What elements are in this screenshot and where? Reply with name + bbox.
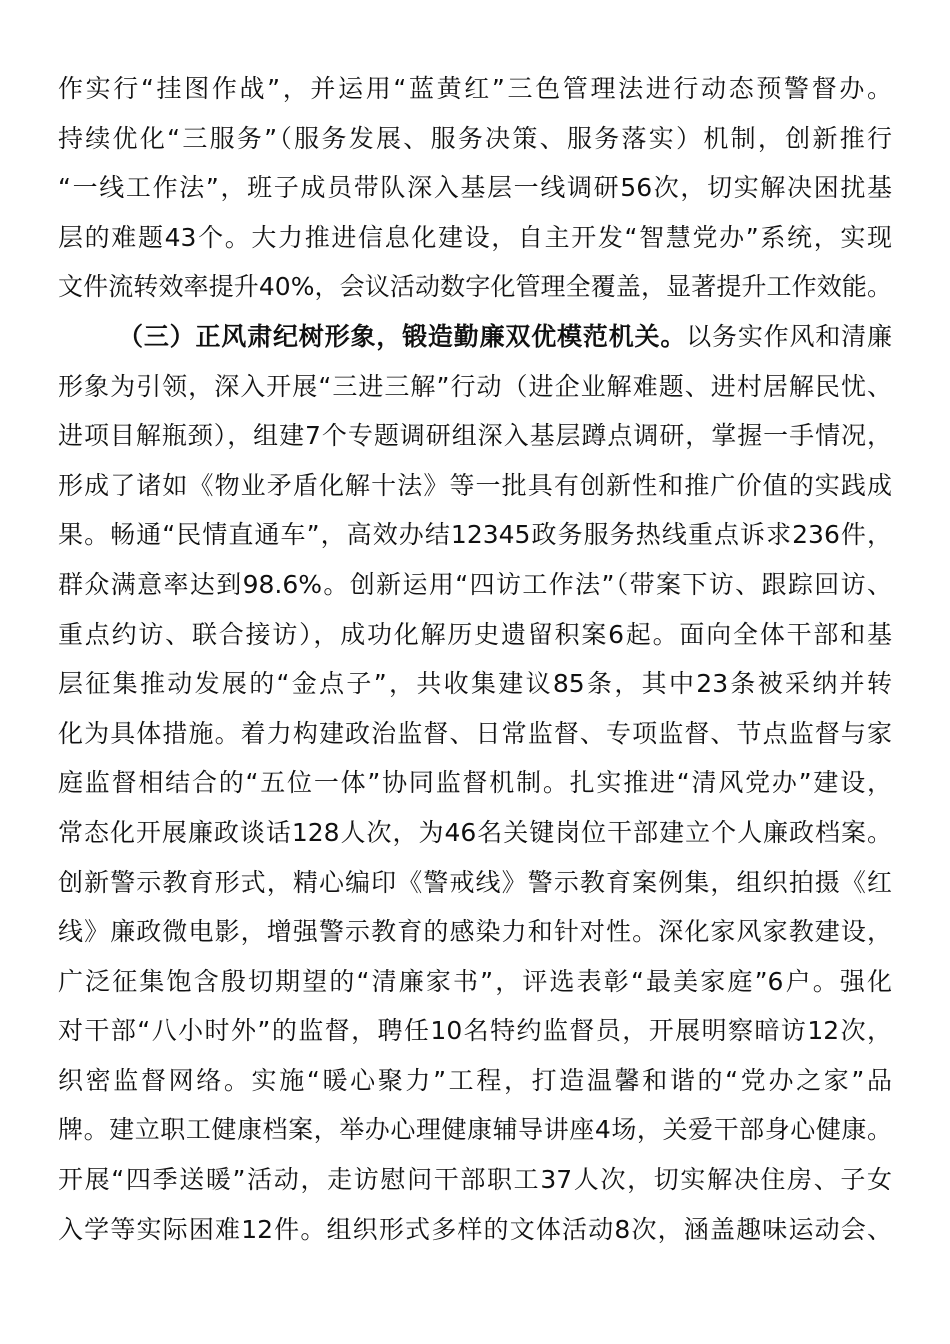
- text-line: 作实行“挂图作战”，并运用“蓝黄红”三色管理法进行动态预警督办。: [58, 74, 892, 103]
- text-line: 开展“四季送暖”活动，走访慰问干部职工37人次，切实解决住房、子女: [58, 1165, 892, 1195]
- text-line: 织密监督网络。实施“暖心聚力”工程，打造温馨和谐的“党办之家”品: [58, 1065, 892, 1095]
- text-line: [58, 312, 892, 362]
- text-line: 持续优化“三服务”（服务发展、服务决策、服务落实）机制，创新推行: [58, 123, 892, 153]
- text-line: 对干部“八小时外”的监督，聘任10名特约监督员，开展明察暗访12次，: [58, 1016, 892, 1046]
- text-line: 化为具体措施。着力构建政治监督、日常监督、专项监督、节点监督与家: [58, 718, 892, 748]
- text-line: 重点约访、联合接访），成功化解历史遗留积案6起。面向全体干部和基: [58, 619, 892, 649]
- text-line: 创新警示教育形式，精心编印《警戒线》警示教育案例集，组织拍摄《红: [58, 867, 892, 897]
- text-line: 庭监督相结合的“五位一体”协同监督机制。扎实推进“清风党办”建设，: [58, 768, 892, 798]
- text-line: 入学等实际困难12件。组织形式多样的文体活动8次，涵盖趣味运动会、: [58, 1214, 892, 1244]
- heading-line-rest: 以务实作风和清廉: [686, 321, 892, 351]
- text-line: 层征集推动发展的“金点子”，共收集建议85条，其中23条被采纳并转: [58, 669, 892, 699]
- document-page: [58, 64, 892, 1254]
- text-line: 形成了诸如《物业矛盾化解十法》等一批具有创新性和推广价值的实践成: [58, 470, 892, 500]
- section-heading: （三）正风肃纪树形象，锻造勤廉双优模范机关。: [118, 321, 687, 351]
- text-line: 进项目解瓶颈），组建7个专题调研组深入基层蹲点调研，掌握一手情况，: [58, 421, 892, 451]
- text-line: 牌。建立职工健康档案，举办心理健康辅导讲座4场，关爱干部身心健康。: [58, 1115, 892, 1145]
- paragraph-1: [58, 64, 892, 312]
- paragraph-2: [58, 312, 892, 1254]
- text-line: 线》廉政微电影，增强警示教育的感染力和针对性。深化家风家教建设，: [58, 917, 892, 947]
- text-line: “一线工作法”，班子成员带队深入基层一线调研56次，切实解决困扰基: [58, 173, 892, 203]
- text-line: 文件流转效率提升40%，会议活动数字化管理全覆盖，显著提升工作效能。: [58, 272, 892, 302]
- text-line: 果。畅通“民情直通车”，高效办结12345政务服务热线重点诉求236件，: [58, 520, 892, 550]
- text-line: 广泛征集饱含殷切期望的“清廉家书”，评选表彰“最美家庭”6户。强化: [58, 966, 892, 996]
- text-line: 常态化开展廉政谈话128人次，为46名关键岗位干部建立个人廉政档案。: [58, 817, 892, 847]
- text-line: 群众满意率达到98.6%。创新运用“四访工作法”（带案下访、跟踪回访、: [58, 569, 892, 599]
- text-line: 层的难题43个。大力推进信息化建设，自主开发“智慧党办”系统，实现: [58, 222, 892, 252]
- text-line: 形象为引领，深入开展“三进三解”行动（进企业解难题、进村居解民忧、: [58, 371, 892, 401]
